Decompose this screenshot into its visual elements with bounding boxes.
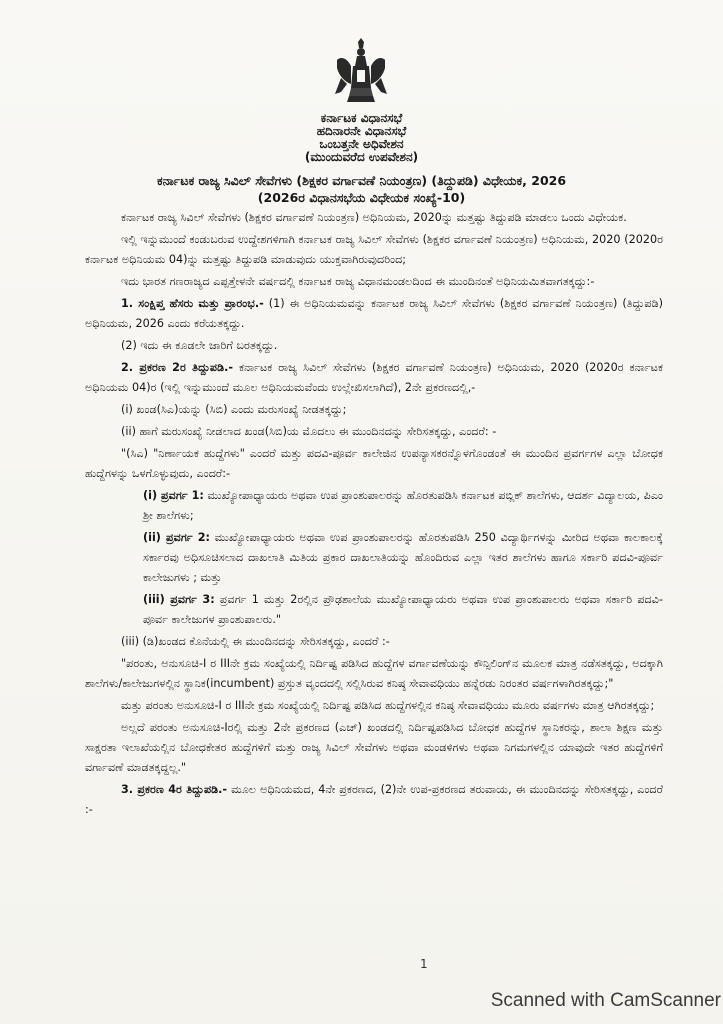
- proviso-3: ಅಲ್ಲದೆ ಪರಂತು ಅನುಸೂಚಿ-Iರಲ್ಲಿ ಮತ್ತು 2ನೇ ಪ್ರಕರಣದ (ಎಚ್) ಖಂಡದಲ್ಲಿ ನಿರ್ದಿಷ್ಟಪಡಿಸಿದ ಬೋಧಕ ಹುದ್ದೆಗಳ ಸ್ಥಾನಿಕರನ್ನು, ಶಾಲಾ ಶಿಕ್ಷಣ ಮತ್ತು ಸಾಕ್ಷರತಾ ಇಲಾಖೆಯಲ್ಲಿನ ಬೋಧಕೇತರ ಹುದ್ದೆಗಳಿಗೆ ಮತ್ತು ರಾಜ್ಯ ಸಿವಿಲ್ ಸೇವೆಗಳು ಅಥವಾ ಮಂಡಳಿಗಳು ಅಥವಾ ನಿಗಮಗಳಲ್ಲಿನ ಯಾವುದೇ ಇತರ ಹುದ್ದೆಗಳಿಗೆ ವರ್ಗಾವಣೆ ಮಾಡತಕ್ಕದ್ದಲ್ಲ.": [85, 721, 663, 774]
- definition-ca: "(ಸಿಎ) "ನಿರ್ಣಾಯಕ ಹುದ್ದೆಗಳು" ಎಂದರೆ ಮತ್ತು ಪದವಿ-ಪೂರ್ವ ಕಾಲೇಜಿನ ಉಪನ್ಯಾಸಕರನ್ನೊಳಗೊಂಡಂತೆ ಈ ಮುಂದಿನ ಪ್ರವರ್ಗಗಳ ಎಲ್ಲಾ ಬೋಧಕ ಹುದ್ದೆಗಳನ್ನು ಒಳಗೊಳ್ಳುವುದು, ಎಂದರೆ:-: [85, 447, 663, 480]
- category-3-label: (iii) ಪ್ರವರ್ಗ 3:: [143, 593, 215, 606]
- header-line: ಹದಿನಾರನೇ ವಿಧಾನಸಭೆ: [316, 124, 407, 138]
- scanner-watermark: Scanned with CamScanner: [490, 990, 721, 1011]
- bill-number: (2026ರ ವಿಧಾನಸಭೆಯ ವಿಧೇಯಕ ಸಂಖ್ಯೆ-10): [257, 190, 466, 205]
- bill-title: [40, 172, 683, 206]
- assembly-header: [0, 112, 723, 164]
- category-3: [85, 590, 663, 630]
- category-2: [85, 528, 663, 588]
- category-1-label: (i) ಪ್ರವರ್ಗ 1:: [143, 489, 204, 502]
- section-1-text: (1) ಈ ಅಧಿನಿಯಮವನ್ನು ಕರ್ನಾಟಕ ರಾಜ್ಯ ಸಿವಿಲ್ ಸೇವೆಗಳು (ಶಿಕ್ಷಕರ ವರ್ಗಾವಣೆ ನಿಯಂತ್ರಣ) (ತಿದ್ದುಪಡಿ) ಅಧಿನಿಯಮ, 2026 ಎಂದು ಕರೆಯತಕ್ಕದ್ದು.: [85, 297, 663, 330]
- bill-title-line: ಕರ್ನಾಟಕ ರಾಜ್ಯ ಸಿವಿಲ್ ಸೇವೆಗಳು (ಶಿಕ್ಷಕರ ವರ್ಗಾವಣೆ ನಿಯಂತ್ರಣ) (ತಿದ್ದುಪಡಿ) ವಿಧೇಯಕ, 2026: [156, 173, 567, 188]
- intro-paragraph: ಕರ್ನಾಟಕ ರಾಜ್ಯ ಸಿವಿಲ್ ಸೇವೆಗಳು (ಶಿಕ್ಷಕರ ವರ್ಗಾವಣೆ ನಿಯಂತ್ರಣ) ಅಧಿನಿಯಮ, 2020ನ್ನು ಮತ್ತಷ್ಟು ತಿದ್ದುಪಡಿ ಮಾಡಲು ಒಂದು ವಿಧೇಯಕ.: [121, 211, 627, 224]
- section-1-sub-2: (2) ಇದು ಈ ಕೂಡಲೇ ಜಾರಿಗೆ ಬರತಕ್ಕದ್ದು.: [121, 339, 278, 352]
- category-2-label: (ii) ಪ್ರವರ್ಗ 2:: [143, 531, 211, 544]
- state-emblem-icon: [327, 38, 395, 104]
- proviso-1: "ಪರಂತು, ಅನುಸೂಚಿ-I ರ IIIನೇ ಕ್ರಮ ಸಂಖ್ಯೆಯಲ್ಲಿ ನಿರ್ದಿಷ್ಟ ಪಡಿಸಿದ ಹುದ್ದೆಗಳ ವರ್ಗಾವಣೆಯನ್ನು ಕೌನ್ಸಿಲಿಂಗ್‌ನ ಮೂಲಕ ಮಾತ್ರ ನಡೆಸತಕ್ಕದ್ದು, ಅದಕ್ಕಾಗಿ ಶಾಲೆಗಳು/ಕಾಲೇಜುಗಳಲ್ಲಿನ ಸ್ಥಾನಿಕ(incumbent) ಪ್ರಸ್ತುತ ವೃಂದದಲ್ಲಿ ಸಲ್ಲಿಸಿರುವ ಕನಿಷ್ಠ ಸೇವಾವಧಿಯು ಹನ್ನೆರಡು ನಿರಂತರ ವರ್ಷಗಳಾಗಿರತಕ್ಕದ್ದು;": [85, 657, 663, 690]
- enacting-clause: ಇದು ಭಾರತ ಗಣರಾಜ್ಯದ ಎಪ್ಪತ್ತೇಳನೇ ವರ್ಷದಲ್ಲಿ ಕರ್ನಾಟಕ ರಾಜ್ಯ ವಿಧಾನಮಂಡಲದಿಂದ ಈ ಮುಂದಿನಂತೆ ಅಧಿನಿಯಮಿತವಾಗತಕ್ಕದ್ದು:-: [121, 275, 595, 288]
- section-2-clause-i: (i) ಖಂಡ(ಸಿಎ)ಯನ್ನು (ಸಿಬಿ) ಎಂದು ಮರುಸಂಖ್ಯೆ ನೀಡತಕ್ಕದ್ದು;: [121, 403, 347, 416]
- section-2-clause-iii: (iii) (ಡಿ)ಖಂಡದ ಕೊನೆಯಲ್ಲಿ ಈ ಮುಂದಿನದನ್ನು ಸೇರಿಸತಕ್ಕದ್ದು, ಎಂದರೆ :-: [121, 635, 390, 648]
- section-1: [85, 294, 663, 334]
- category-2-text: ಮುಖ್ಯೋಪಾಧ್ಯಾಯರು ಅಥವಾ ಉಪ ಪ್ರಾಂಶುಪಾಲರನ್ನು ಹೊರತುಪಡಿಸಿ 250 ವಿದ್ಯಾರ್ಥಿಗಳನ್ನು ಮೀರಿದ ಅಥವಾ ಕಾಲಕಾಲಕ್ಕೆ ಸರ್ಕಾರವು ಅಧಿಸೂಚಿಸಲಾದ ದಾಖಲಾತಿ ಮಿತಿಯ ಪ್ರಕಾರ ದಾಖಲಾತಿಯನ್ನು ಹೊಂದಿರುವ ಎಲ್ಲಾ ಇತರ ಶಾಲೆಗಳು ಹಾಗೂ ಸರ್ಕಾರಿ ಪದವಿ-ಪೂರ್ವ ಕಾಲೇಜುಗಳು ; ಮತ್ತು: [143, 531, 664, 584]
- category-1: [85, 486, 663, 526]
- section-3-heading: 3. ಪ್ರಕರಣ 4ರ ತಿದ್ದುಪಡಿ.-: [121, 783, 228, 796]
- header-line: (ಮುಂದುವರೆದ ಉಪವೇಶನ): [304, 150, 419, 164]
- whereas-paragraph: ಇಲ್ಲಿ ಇನ್ನುಮುಂದೆ ಕಂಡುಬರುವ ಉದ್ದೇಶಗಳಿಗಾಗಿ ಕರ್ನಾಟಕ ರಾಜ್ಯ ಸಿವಿಲ್ ಸೇವೆಗಳು (ಶಿಕ್ಷಕರ ವರ್ಗಾವಣೆ ನಿಯಂತ್ರಣ) ಅಧಿನಿಯಮ, 2020 (2020ರ ಕರ್ನಾಟಕ ಅಧಿನಿಯಮ 04)ನ್ನು ಮತ್ತಷ್ಟು ತಿದ್ದುಪಡಿ ಮಾಡುವುದು ಯುಕ್ತವಾಗಿರುವುದರಿಂದ;: [85, 233, 663, 266]
- bill-body: [85, 208, 663, 822]
- header-line: ಒಂಬತ್ತನೇ ಅಧಿವೇಶನ: [319, 137, 404, 151]
- section-3: [85, 780, 663, 820]
- section-2-clause-ii: (ii) ಹಾಗೆ ಮರುಸಂಖ್ಯೆ ನೀಡಲಾದ ಖಂಡ(ಸಿಬಿ)ಯ ಮೊದಲು ಈ ಮುಂದಿನದನ್ನು ಸೇರಿಸತಕ್ಕದ್ದು, ಎಂದರೆ: -: [121, 425, 497, 438]
- header-line: ಕರ್ನಾಟಕ ವಿಧಾನಸಭೆ: [320, 111, 403, 125]
- proviso-2: ಮತ್ತು ಪರಂತು ಅನುಸೂಚಿ-I ರ IIIನೇ ಕ್ರಮ ಸಂಖ್ಯೆಯಲ್ಲಿ ನಿರ್ದಿಷ್ಟ ಪಡಿಸಿದ ಹುದ್ದೆಗಳಲ್ಲಿನ ಕನಿಷ್ಠ ಸೇವಾವಧಿಯು ಮೂರು ವರ್ಷಗಳು ಮಾತ್ರ ಆಗಿರತಕ್ಕದ್ದು;: [121, 699, 655, 712]
- section-1-heading: 1. ಸಂಕ್ಷಿಪ್ತ ಹೆಸರು ಮತ್ತು ಪ್ರಾರಂಭ.-: [121, 297, 264, 310]
- section-3-text: ಮೂಲ ಅಧಿನಿಯಮದ, 4ನೇ ಪ್ರಕರಣದ, (2)ನೇ ಉಪ-ಪ್ರಕರಣದ ತರುವಾಯ, ಈ ಮುಂದಿನದನ್ನು ಸೇರಿಸತಕ್ಕದ್ದು, ಎಂದರೆ :-: [85, 783, 663, 816]
- section-2: [85, 358, 663, 398]
- section-2-heading: 2. ಪ್ರಕರಣ 2ರ ತಿದ್ದುಪಡಿ.-: [121, 361, 234, 374]
- category-1-text: ಮುಖ್ಯೋಪಾಧ್ಯಾಯರು ಅಥವಾ ಉಪ ಪ್ರಾಂಶುಪಾಲರನ್ನು ಹೊರತುಪಡಿಸಿ ಕರ್ನಾಟಕ ಪಬ್ಲಿಕ್ ಶಾಲೆಗಳು, ಆದರ್ಶ ವಿದ್ಯಾಲಯ, ಪಿಎಂ ಶ್ರೀ ಶಾಲೆಗಳು;: [143, 489, 663, 522]
- page-number: 1: [420, 957, 428, 971]
- category-3-text: ಪ್ರವರ್ಗ 1 ಮತ್ತು 2ರಲ್ಲಿನ ಪ್ರೌಢಶಾಲೆಯ ಮುಖ್ಯೋಪಾಧ್ಯಾಯರು ಅಥವಾ ಉಪ ಪ್ರಾಂಶುಪಾಲರು ಅಥವಾ ಸರ್ಕಾರಿ ಪದವಿ-ಪೂರ್ವ ಕಾಲೇಜುಗಳ ಪ್ರಾಂಶುಪಾಲರು.": [143, 593, 663, 626]
- section-2-text: ಕರ್ನಾಟಕ ರಾಜ್ಯ ಸಿವಿಲ್ ಸೇವೆಗಳು (ಶಿಕ್ಷಕರ ವರ್ಗಾವಣೆ ನಿಯಂತ್ರಣ) ಅಧಿನಿಯಮ, 2020 (2020ರ ಕರ್ನಾಟಕ ಅಧಿನಿಯಮ 04)ರ (ಇಲ್ಲಿ ಇನ್ನುಮುಂದೆ ಮೂಲ ಅಧಿನಿಯಮವೆಂದು ಉಲ್ಲೇಖಿಸಲಾಗಿದೆ), 2ನೇ ಪ್ರಕರಣದಲ್ಲಿ,-: [85, 361, 663, 394]
